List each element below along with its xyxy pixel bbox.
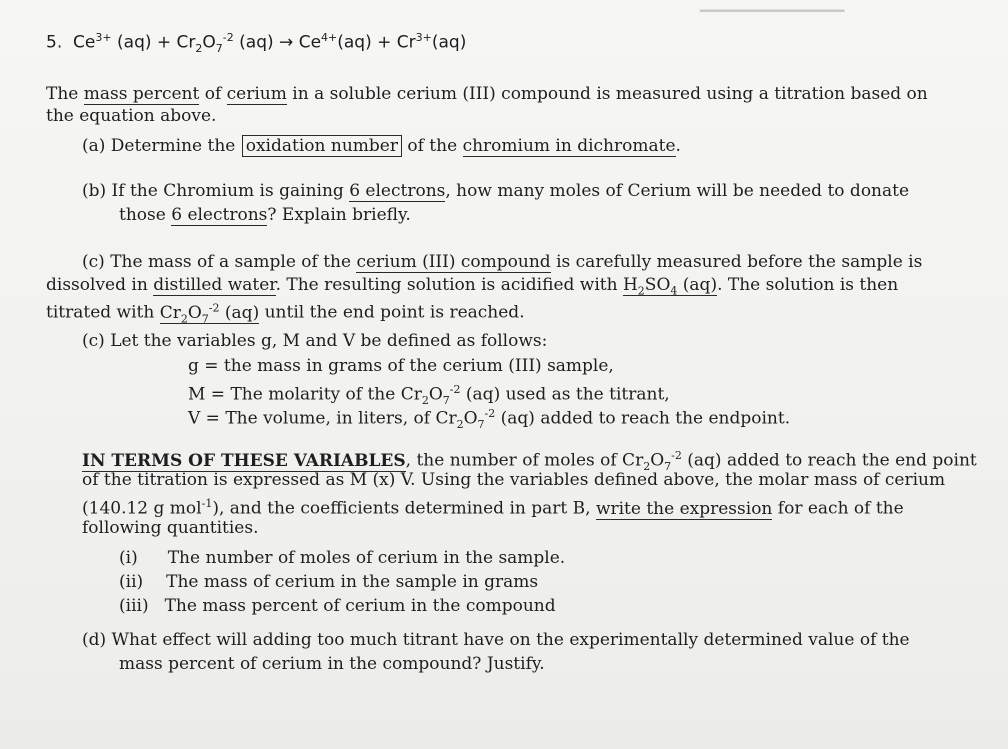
part-b-line-2: those 6 electrons? Explain briefly.: [119, 205, 411, 225]
part-b-line-1: (b) If the Chromium is gaining 6 electrons, how many moles of Cerium will be needed to donate: [82, 181, 910, 201]
question-equation: 5. $Ce^{3+}$ $(aq) + Cr_2O_7^{-2}$ $(aq) \to Ce^{4+}(aq) + Cr^{3+}(aq)$: [46, 31, 467, 56]
bleed-through-text: ━━━━━━━━━━━━━━━━: [700, 2, 845, 20]
part-c1-line-2: dissolved in distilled water. The resulting solution is acidified with $H_2SO_4$ (aq). The solution is then: [46, 275, 899, 298]
intro-line-2: the equation above.: [46, 106, 217, 126]
part-d-line-2: mass percent of cerium in the compound? Justify.: [119, 654, 545, 674]
variable-m-definition: M = The molarity of the $Cr_2O_7^{-2}$ (aq) used as the titrant,: [188, 383, 670, 408]
part-a: (a) Determine the oxidation number of the chromium in dichromate.: [82, 136, 681, 156]
part-c2-intro: (c) Let the variables g, M and V be defined as follows:: [82, 331, 548, 351]
sub-item-i: (i) The number of moles of cerium in the sample.: [119, 548, 566, 568]
intro-line-1: The mass percent of cerium in a soluble cerium (III) compound is measured using a titration based on: [46, 84, 928, 104]
part-c1-line-1: (c) The mass of a sample of the cerium (III) compound is carefully measured before the sample is: [82, 252, 923, 272]
instructions-line-3: (140.12 g mol$^{-1}$), and the coefficients determined in part B, write the expression for each of the: [82, 497, 904, 519]
variable-v-definition: V = The volume, in liters, of $Cr_2O_7^{-2}$ (aq) added to reach the endpoint.: [188, 407, 791, 432]
instructions-line-1: IN TERMS OF THESE VARIABLES, the number of moles of $Cr_2O_7^{-2}$ (aq) added to reach the end point: [82, 449, 977, 474]
instructions-line-4: following quantities.: [82, 518, 259, 538]
part-c1-line-3: titrated with $Cr_2O_7^{-2}$ (aq) until the end point is reached.: [46, 301, 525, 326]
instructions-line-2: of the titration is expressed as M (x) V. Using the variables defined above, the molar mass of cerium: [82, 470, 946, 490]
sub-item-iii: (iii) The mass percent of cerium in the compound: [119, 596, 556, 616]
sub-item-ii: (ii) The mass of cerium in the sample in grams: [119, 572, 539, 592]
part-d-line-1: (d) What effect will adding too much titrant have on the experimentally determined value of the: [82, 630, 910, 650]
variable-g-definition: g = the mass in grams of the cerium (III) sample,: [188, 356, 614, 376]
